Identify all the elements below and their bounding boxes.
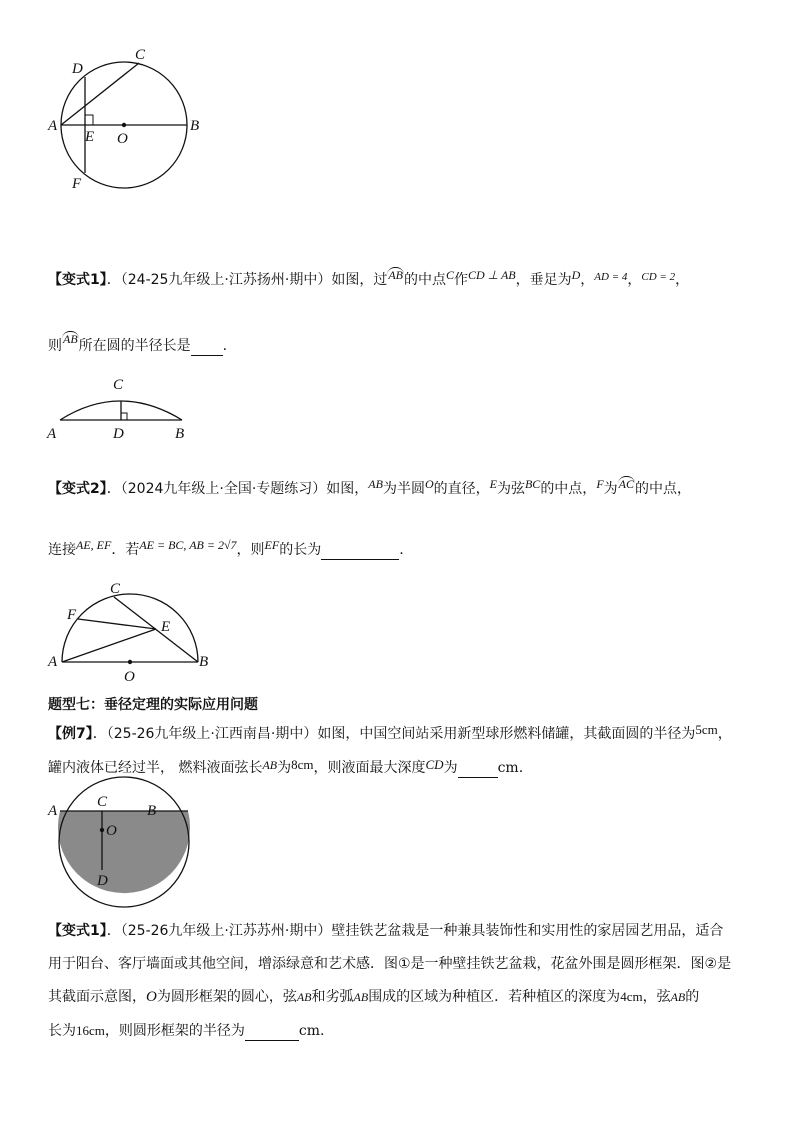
- unit: cm: [497, 760, 519, 776]
- text-midpoint: 的中点: [404, 272, 447, 288]
- comma: ，: [717, 726, 732, 742]
- point-o: O: [146, 989, 157, 1005]
- chord-length: 8cm: [291, 757, 314, 772]
- comma2: ，: [627, 272, 642, 288]
- chord-length: 16cm: [76, 1023, 105, 1038]
- label-o: O: [106, 823, 117, 839]
- text-l4b: ，则圆形框架的半径为: [104, 1023, 245, 1039]
- variant3-line4: [48, 1021, 324, 1041]
- seg-ab: AB: [262, 758, 278, 772]
- example7-source: ．（25-26九年级上·江西南昌·期中）如图，中国空间站采用新型球形燃料储罐，其截面圆的半径为: [92, 726, 696, 742]
- seg-ab: AB: [368, 477, 383, 491]
- text-t2: 的直径，: [433, 481, 490, 497]
- text-l3f: 的: [685, 989, 700, 1005]
- period: .: [518, 760, 524, 776]
- arc-ab: AB: [388, 268, 404, 282]
- comma3: ，: [675, 272, 690, 288]
- seg-cd: CD: [425, 757, 444, 772]
- radius-value: 5cm: [695, 722, 718, 737]
- variant3-tag: 【变式1】: [48, 923, 107, 939]
- text-t3: 为弦: [496, 481, 525, 497]
- label-d: D: [72, 61, 83, 77]
- label-d: D: [113, 426, 124, 442]
- text-l4a: 长为: [48, 1023, 76, 1039]
- semicircle-arc: [62, 594, 198, 662]
- variant3-line1: [48, 921, 723, 941]
- example7-line1: [48, 724, 732, 744]
- label-o: O: [124, 669, 135, 685]
- text-depth: ，则液面最大深度: [313, 760, 426, 776]
- example7-line2: [48, 758, 523, 778]
- text-radius-question: 所在圆的半径长是: [78, 338, 191, 354]
- label-c: C: [97, 794, 108, 810]
- variant2-source: ．（2024九年级上·全国·专题练习）如图，: [106, 481, 369, 497]
- point-e: E: [489, 477, 497, 491]
- label-b: B: [199, 654, 209, 670]
- seg-bc: BC: [524, 477, 541, 491]
- point-c: C: [446, 268, 455, 282]
- point-d: D: [571, 268, 581, 282]
- figure-semicircle: [40, 580, 240, 685]
- text-l3c: 和劣弧: [311, 989, 354, 1005]
- label-d: D: [97, 873, 108, 889]
- center-dot: [122, 123, 126, 127]
- comma: ，: [580, 272, 595, 288]
- chord-ab: AB: [296, 990, 312, 1004]
- answer-blank[interactable]: [191, 341, 223, 356]
- text-t4: 的中点，: [540, 481, 597, 497]
- label-o: O: [117, 131, 128, 147]
- point-f: F: [596, 477, 604, 491]
- seg-ef: EF: [264, 538, 280, 552]
- label-a: A: [48, 118, 58, 134]
- arc-ac: AC: [618, 477, 634, 491]
- period: .: [222, 338, 228, 354]
- depth-value: 4cm: [620, 989, 643, 1004]
- text-zuo: 作: [454, 272, 469, 288]
- text-ze: 则: [48, 338, 62, 354]
- variant1-source: ．（24-25九年级上·江苏扬州·期中）如图，过: [106, 272, 388, 288]
- label-f: F: [67, 607, 77, 623]
- period: .: [320, 1023, 325, 1039]
- unit: cm: [298, 1023, 321, 1039]
- variant2-line2: [48, 540, 404, 560]
- text-length: 的长为: [279, 542, 322, 558]
- answer-blank[interactable]: [245, 1026, 299, 1041]
- label-c: C: [113, 377, 124, 393]
- center-dot: [100, 828, 104, 832]
- variant2-line1: [48, 479, 691, 499]
- section-title: 题型七：垂径定理的实际应用问题: [48, 697, 258, 713]
- figure-arc-chord: [40, 372, 240, 442]
- text-t5: 为: [603, 481, 618, 497]
- arc-ab-2: AB: [63, 332, 78, 346]
- period: .: [399, 542, 404, 558]
- text-if: ．若: [111, 542, 140, 558]
- variant2-tag: 【变式2】: [48, 481, 107, 497]
- text-l3d: 围成的区域为种植区．若种植区的深度为: [368, 989, 621, 1005]
- figure-circle-chords: [40, 40, 240, 240]
- text-connect: 连接: [48, 542, 76, 558]
- label-f: F: [72, 176, 82, 192]
- condition-perp: CD ⊥ AB: [468, 268, 516, 282]
- variant3-line3: [48, 987, 699, 1007]
- center-dot: [128, 660, 132, 664]
- right-angle-mark: [121, 413, 127, 420]
- label-c: C: [135, 47, 146, 63]
- figure-fuel-tank: [40, 790, 200, 900]
- variant3-line2: 用于阳台、客厅墙面或其他空间，增添绿意和艺术感．图①是一种壁挂铁艺盆栽，花盆外围是圆形框架．图②是: [48, 956, 732, 972]
- text-t6: 的中点，: [635, 481, 691, 497]
- minor-arc-ab: AB: [353, 990, 369, 1004]
- liquid-region: [58, 811, 190, 893]
- variant3-line1-text: ．（25-26九年级上·江苏苏州·期中）壁挂铁艺盆栽是一种兼具装饰性和实用性的家居园艺用品，适合: [106, 923, 724, 939]
- segment-ae: [62, 629, 156, 662]
- variant1-line1: [48, 270, 689, 291]
- label-c: C: [110, 581, 121, 597]
- text-foot: ，垂足为: [515, 272, 572, 288]
- label-e: E: [85, 129, 95, 145]
- example7-tag: 【例7】: [48, 726, 93, 742]
- text-wei: 为: [277, 760, 292, 776]
- variant1-tag: 【变式1】: [48, 272, 107, 288]
- segments-ae-ef: AE, EF: [76, 538, 112, 552]
- condition-eq: AE = BC, AB = 2√7: [139, 538, 237, 552]
- text-l3a: 其截面示意图，: [48, 989, 146, 1005]
- eq-cd: CD = 2: [641, 271, 676, 283]
- text-t1: 为半圆: [382, 481, 425, 497]
- text-l3e: ，弦: [642, 989, 671, 1005]
- right-angle-mark: [85, 115, 93, 125]
- label-b: B: [190, 118, 200, 134]
- label-a: A: [47, 426, 57, 442]
- label-b: B: [147, 803, 157, 819]
- text-liquid: 罐内液体已经过半， 燃料液面弦长: [48, 760, 263, 776]
- variant1-line2: [48, 332, 228, 356]
- point-o: O: [424, 477, 434, 491]
- text-wei2: 为: [443, 760, 458, 776]
- label-b: B: [175, 426, 185, 442]
- eq-ad: AD = 4: [594, 271, 628, 283]
- answer-blank[interactable]: [458, 763, 498, 778]
- text-l3b: 为圆形框架的圆心，弦: [156, 989, 297, 1005]
- answer-blank[interactable]: [321, 545, 399, 560]
- chord-ab-2: AB: [670, 990, 686, 1004]
- text-then: ，则: [236, 542, 265, 558]
- label-a: A: [48, 803, 58, 819]
- label-e: E: [161, 619, 171, 635]
- label-a: A: [48, 654, 58, 670]
